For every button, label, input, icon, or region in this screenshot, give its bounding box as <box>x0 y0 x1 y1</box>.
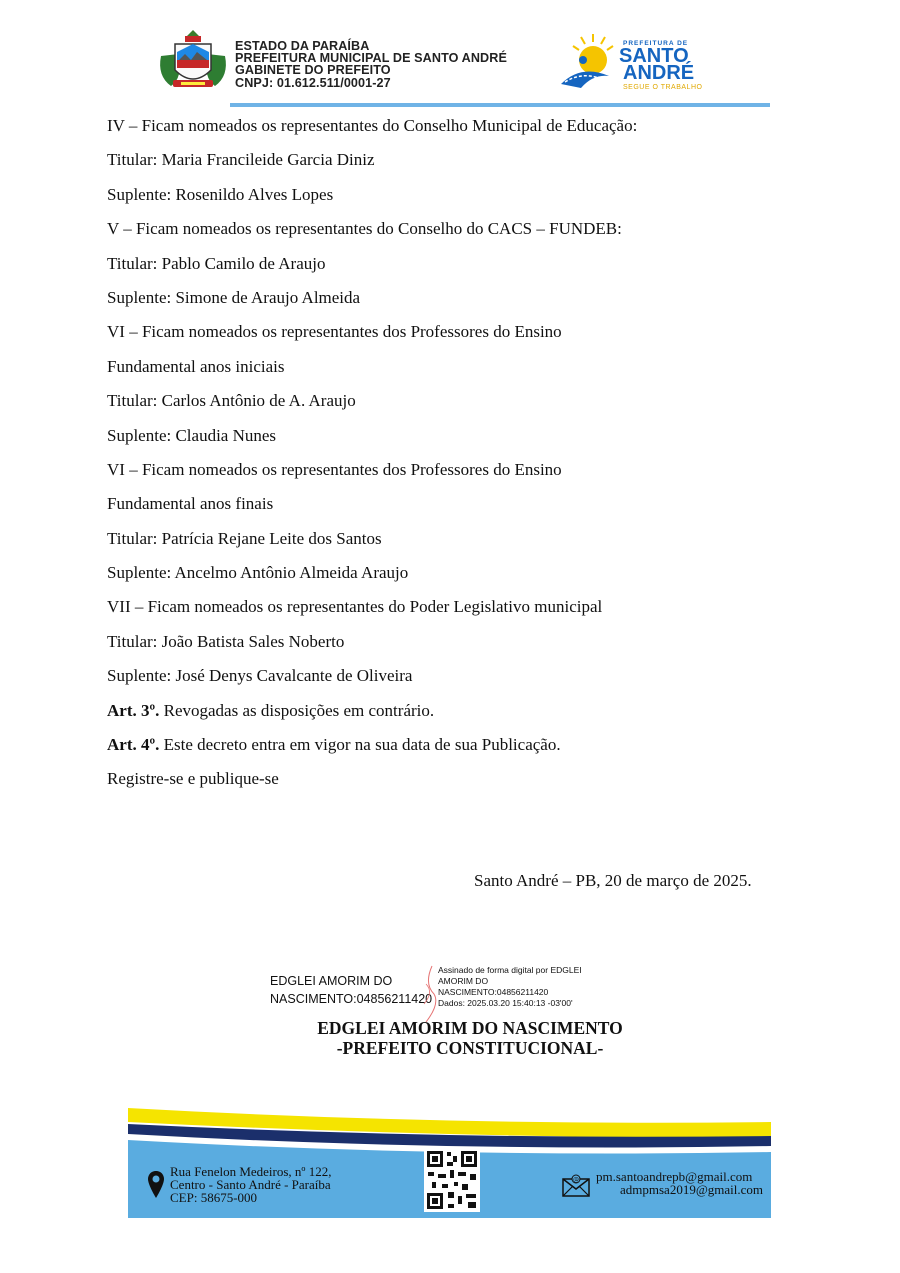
date-place: Santo André – PB, 20 de março de 2025. <box>474 871 752 890</box>
cnpj: CNPJ: 01.612.511/0001-27 <box>235 75 391 90</box>
office-name: GABINETE DO PREFEITO <box>235 63 391 78</box>
email-2: admpmsa2019@gmail.com <box>620 1182 764 1197</box>
article-4 <box>107 728 787 762</box>
body-line: V – Ficam nomeados os representantes do Conselho do CACS – FUNDEB: <box>107 219 622 239</box>
body-line: Fundamental anos iniciais <box>107 356 285 376</box>
address-line-1: Rua Fenelon Medeiros, nº 122, <box>170 1164 332 1179</box>
logo-word-1: SANTO <box>619 45 689 67</box>
email-1: pm.santoandrepb@gmail.com <box>596 1169 753 1184</box>
article-4-text: Este decreto entra em vigor na sua data de sua Publicação. <box>159 735 561 755</box>
prefecture-name: PREFEITURA MUNICIPAL DE SANTO ANDRÉ <box>235 51 507 66</box>
logo-caption: PREFEITURA DE <box>623 40 689 47</box>
state-name: ESTADO DA PARAÍBA <box>235 39 370 53</box>
signature-info-line-4: Dados: 2025.03.20 15:40:13 -03'00' <box>438 998 573 1008</box>
digital-signature-name <box>270 972 432 1008</box>
body-line: Suplente: Rosenildo Alves Lopes <box>107 184 334 204</box>
body-line: Titular: Pablo Camilo de Araujo <box>107 253 326 273</box>
body-line: IV – Ficam nomeados os representantes do Conselho Municipal de Educação: <box>107 116 638 135</box>
address-line-2: Centro - Santo André - Paraíba <box>170 1177 331 1192</box>
body-line: Titular: João Batista Sales Noberto <box>107 631 345 651</box>
article-3-label: Art. 3º. <box>107 700 160 720</box>
body-line: VI – Ficam nomeados os representantes dos Professores do Ensino <box>107 322 562 342</box>
signature-info-line-2: AMORIM DO <box>438 976 489 986</box>
footer-emails <box>596 1170 763 1196</box>
body-line: Titular: Maria Francileide Garcia Diniz <box>107 150 375 170</box>
article-4-label: Art. 4º. <box>107 735 160 755</box>
logo-word-2: ANDRÉ <box>623 62 695 84</box>
body-line: Titular: Carlos Antônio de A. Araujo <box>107 391 356 411</box>
signer-title: -PREFEITO CONSTITUCIONAL- <box>336 1038 604 1058</box>
signature-info-line-1: Assinado de forma digital por EDGLEI <box>438 965 582 975</box>
decree-body <box>107 109 787 797</box>
body-line: Suplente: José Denys Cavalcante de Oliveira <box>107 666 413 686</box>
qr-code-icon <box>424 1148 480 1212</box>
body-line: Titular: Patrícia Rejane Leite dos Santos <box>107 528 382 548</box>
article-3-text: Revogadas as disposições em contrário. <box>159 700 435 720</box>
signature-scribble-icon <box>420 964 440 1024</box>
body-line: Suplente: Claudia Nunes <box>107 425 277 445</box>
signature-name-line-2: NASCIMENTO:04856211420 <box>270 992 433 1006</box>
body-line: Suplente: Simone de Araujo Almeida <box>107 287 361 307</box>
body-line: VI – Ficam nomeados os representantes dos Professores do Ensino <box>107 459 562 479</box>
coat-of-arms-icon <box>155 26 231 92</box>
body-line: VII – Ficam nomeados os representantes do Poder Legislativo municipal <box>107 597 603 617</box>
article-3 <box>107 694 787 728</box>
address-line-3: CEP: 58675-000 <box>170 1190 258 1205</box>
city-logo-icon <box>557 34 619 94</box>
header-rule <box>230 103 770 107</box>
body-line: Fundamental anos finais <box>107 494 274 514</box>
location-pin-icon <box>147 1170 165 1200</box>
email-icon <box>562 1173 590 1197</box>
closing-line: Registre-se e publique-se <box>107 769 279 789</box>
signature-name-line-1: EDGLEI AMORIM DO <box>270 974 393 988</box>
city-logo <box>557 30 717 94</box>
letterhead <box>155 26 775 108</box>
signature-info-line-3: NASCIMENTO:04856211420 <box>438 987 549 997</box>
signer-name: EDGLEI AMORIM DO NASCIMENTO <box>317 1018 623 1038</box>
body-line: Suplente: Ancelmo Antônio Almeida Araujo <box>107 563 409 583</box>
svg-text:@: @ <box>573 1176 579 1184</box>
footer-address <box>170 1165 331 1204</box>
digital-signature-details <box>438 965 582 1009</box>
signer-block <box>0 1018 900 1058</box>
logo-tagline: SEGUE O TRABALHO <box>623 84 703 91</box>
letterhead-text <box>235 40 507 89</box>
